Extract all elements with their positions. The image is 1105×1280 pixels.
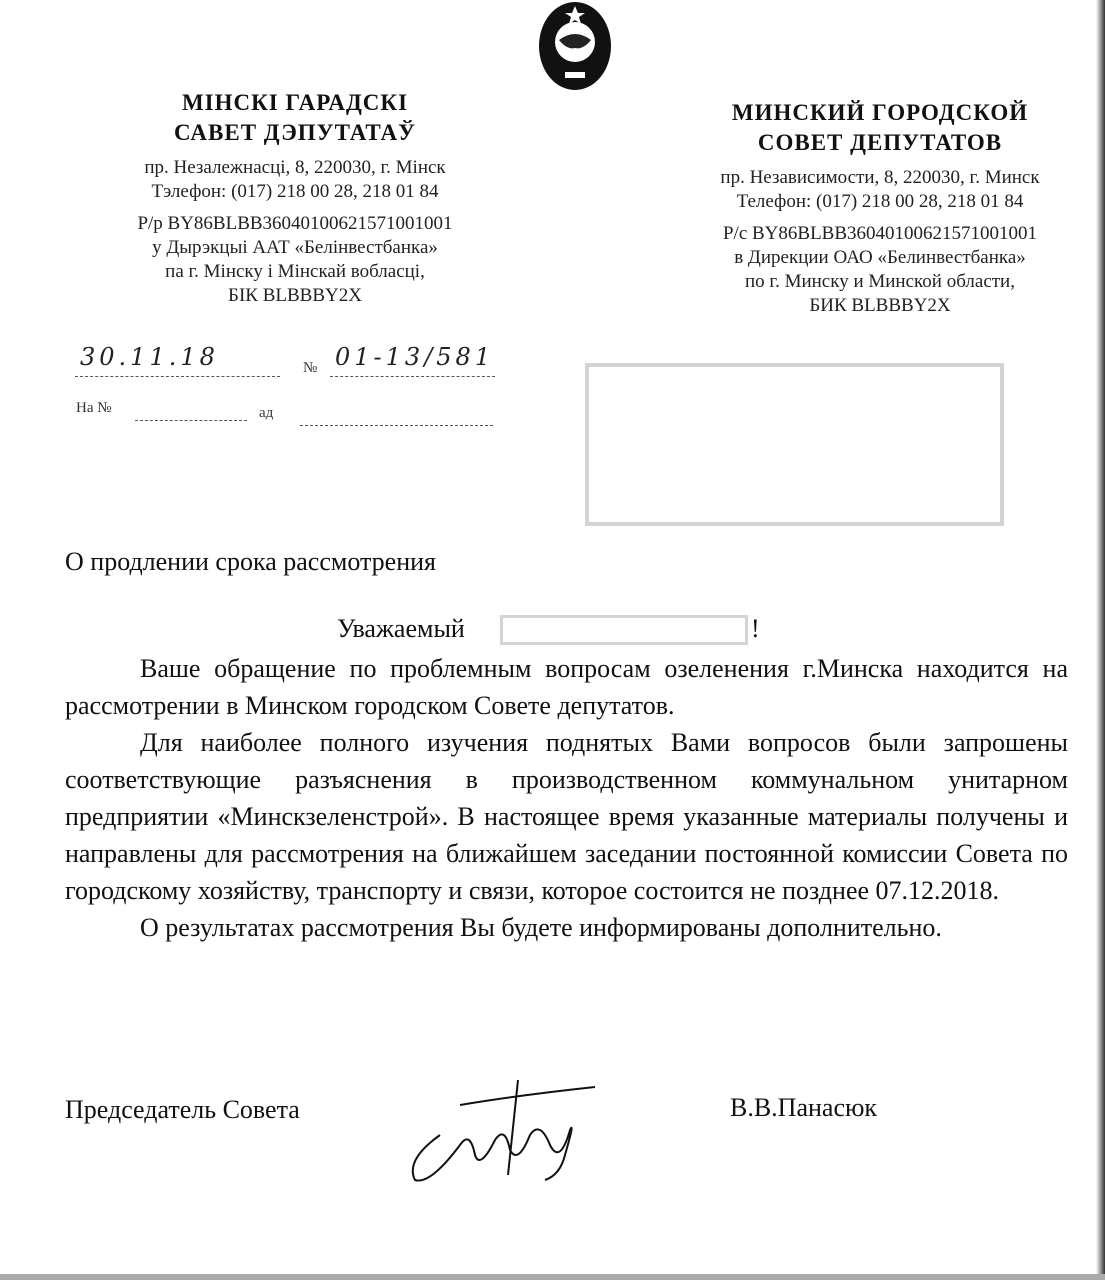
org-phone: Тэлефон: (017) 218 00 28, 218 01 84 bbox=[151, 181, 439, 202]
org-address: пр. Незалежнасці, 8, 220030, г. Мінск bbox=[144, 157, 446, 178]
org-account: Р/р BY86BLBB36040100621571001001 bbox=[137, 213, 453, 234]
reference-line bbox=[135, 420, 247, 421]
letter-body bbox=[65, 650, 1068, 946]
number-label: № bbox=[303, 360, 318, 376]
org-bic: БИК BLBBBY2X bbox=[809, 295, 951, 316]
body-paragraph: О результатах рассмотрения Вы будете информированы дополнительно. bbox=[140, 913, 942, 942]
org-title-line1: МИНСКИЙ ГОРОДСКОЙ bbox=[731, 100, 1029, 125]
scan-edge-bottom bbox=[0, 1274, 1105, 1280]
org-bank-line1: в Дирекции ОАО «Белинвестбанка» bbox=[734, 247, 1026, 268]
header-belarusian bbox=[60, 88, 530, 308]
org-bic: БІК BLBBBY2X bbox=[228, 285, 362, 306]
signatory-position: Председатель Совета bbox=[65, 1095, 300, 1124]
org-title-line2: СОВЕТ ДЕПУТАТОВ bbox=[757, 130, 1003, 155]
reference-from-label: ад bbox=[259, 405, 274, 421]
org-title-line2: САВЕТ ДЭПУТАТАЎ bbox=[173, 120, 417, 145]
org-bank-line2: по г. Минску и Минской области, bbox=[745, 271, 1015, 292]
org-account: Р/с BY86BLBB36040100621571001001 bbox=[722, 223, 1038, 244]
date-line bbox=[75, 376, 280, 377]
org-bank-line1: у Дырэкцыі ААТ «Белінвестбанка» bbox=[152, 237, 438, 258]
salutation-end: ! bbox=[751, 614, 760, 643]
reference-label: На № bbox=[76, 400, 112, 416]
body-paragraph: Для наиболее полного изучения поднятых Вами вопросов были запрошены соответствующие разъяснения в производственном коммунальном унитарном предприятии «Минскзеленстрой». В настоящее время указанные материалы получены и направлены для рассмотрения на ближайшем заседании постоянной комиссии Совета по городскому хозяйству, транспорту и связи, которое состоится не позднее 07.12.2018. bbox=[65, 728, 1068, 905]
redacted-addressee-block bbox=[585, 363, 1004, 526]
org-phone: Телефон: (017) 218 00 28, 218 01 84 bbox=[736, 191, 1024, 212]
scan-edge-right bbox=[1096, 0, 1105, 1280]
coat-of-arms-emblem bbox=[535, 0, 615, 96]
letter-subject: О продлении срока рассмотрения bbox=[65, 547, 436, 576]
org-bank-line2: па г. Мінску і Мінскай вобласці, bbox=[165, 261, 425, 282]
handwritten-signature bbox=[400, 1075, 600, 1190]
org-address: пр. Независимости, 8, 220030, г. Минск bbox=[720, 167, 1040, 188]
reference-from-line bbox=[300, 425, 493, 426]
salutation: Уважаемый bbox=[337, 614, 465, 643]
number-line bbox=[330, 376, 495, 377]
header-russian bbox=[650, 98, 1105, 318]
handwritten-date: 30.11.18 bbox=[80, 343, 219, 371]
org-title-line1: МІНСКІ ГАРАДСКІ bbox=[181, 90, 409, 115]
handwritten-number: 01-13/581 bbox=[335, 343, 495, 371]
redacted-name bbox=[500, 615, 748, 645]
body-paragraph: Ваше обращение по проблемным вопросам озеленения г.Минска находится на рассмотрении в Минском городском Совете депутатов. bbox=[65, 654, 1068, 720]
signatory-name: В.В.Панасюк bbox=[730, 1093, 878, 1122]
